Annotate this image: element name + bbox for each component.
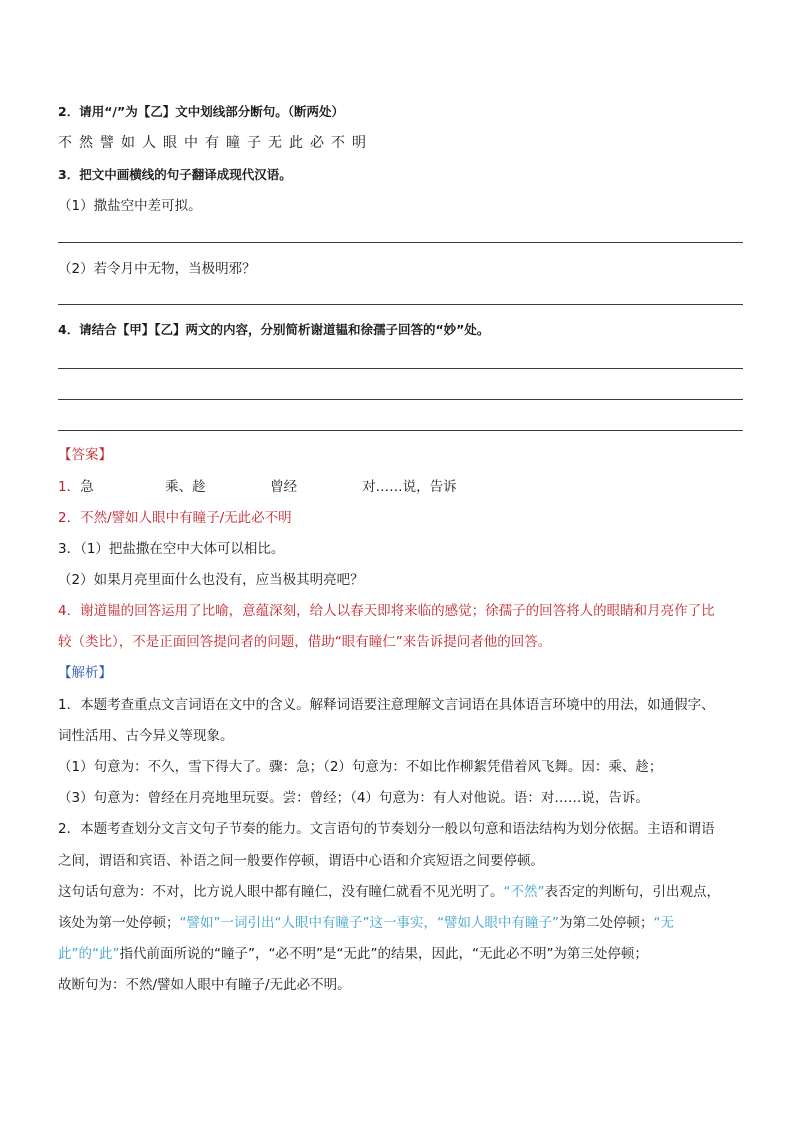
question-2-prompt: 2．请用“/”为【乙】文中划线部分断句。（断两处） [58,104,344,119]
analysis-2-line: 故断句为：不然/譬如人眼中有瞳子/无此必不明。 [58,977,351,993]
question-2-text [58,134,366,152]
q2-char: 必 [310,135,324,151]
q2-char: 眼 [163,135,177,151]
answer-line [58,430,743,431]
analysis-heading: 【解析】 [58,665,112,681]
q2-char: 瞳 [226,135,240,151]
q2-char: 不 [331,135,345,151]
question-4-prompt: 4．请结合【甲】【乙】两文的内容，分别简析谢道韫和徐孺子回答的“妙”处。 [58,322,490,337]
answer-4-line-2: 较（类比），不是正面回答提问者的问题，借助“眼有瞳仁”来告诉提问者他的回答。 [58,634,552,650]
analysis-2-line [58,914,674,932]
highlight-span: “不然” [503,884,545,900]
question-3-prompt: 3．把文中画横线的句子翻译成现代汉语。 [58,167,292,182]
analysis-2-line: 2．本题考查划分文言文句子节奏的能力。文言语句的节奏划分一般以句意和语法结构为划分依据。主语和谓语 [58,821,715,837]
text-span: 该处为第一处停顿； [58,915,180,931]
q2-char: 人 [142,135,156,151]
text-span: 指代前面所说的“瞳子”，“必不明”是“无此”的结果，因此，“无此必不明”为第三处停顿； [119,946,648,962]
q2-char: 此 [289,135,303,151]
answer-line [58,368,743,369]
q2-char: 如 [121,135,135,151]
answer-1-item: 对……说，告诉 [362,479,457,495]
analysis-2-line [58,945,648,963]
answer-1-number: 1． [58,479,81,495]
highlight-span: “无 [653,915,674,931]
answer-3-1: 3．（1）把盐撒在空中大体可以相比。 [58,541,285,557]
q2-char: 子 [247,135,261,151]
question-3-sentence-1: （1）撒盐空中差可拟。 [58,198,202,214]
q2-char: 譬 [100,135,114,151]
analysis-2-line: 之间，谓语和宾语、补语之间一般要作停顿，谓语中心语和介宾短语之间要停顿。 [58,853,544,869]
text-span: 为第二处停顿； [558,915,654,931]
text-span: 这句话句意为：不对，比方说人眼中都有瞳仁，没有瞳仁就看不见光明了。 [58,884,504,900]
analysis-1-line: （3）句意为：曾经在月亮地里玩耍。尝：曾经；（4）句意为：有人对他说。语：对……说，告诉。 [58,790,649,806]
text-span: 表否定的判断句，引出观点， [544,884,720,900]
highlight-span: “譬如”一词引出“人眼中有瞳子”这一事实，“譬如人眼中有瞳子” [179,915,559,931]
q2-char: 明 [352,135,366,151]
answer-3-2: （2）如果月亮里面什么也没有，应当极其明亮吧？ [58,572,364,588]
analysis-2-line [58,883,720,901]
answer-2: 2．不然/譬如人眼中有瞳子/无此必不明 [58,510,292,526]
answer-1-item: 曾经 [270,479,298,495]
q2-char: 不 [58,135,72,151]
analysis-1-line: （1）句意为：不久，雪下得大了。骤：急；（2）句意为：不如比作柳絮凭借着风飞舞。因：乘、趁； [58,759,663,775]
answer-heading: 【答案】 [58,447,112,463]
answer-1-item: 急 [80,479,94,495]
q2-char: 有 [205,135,219,151]
answer-4-line-1: 4．谢道韫的回答运用了比喻，意蕴深刻，给人以春天即将来临的感觉；徐孺子的回答将人的眼睛和月亮作了比 [58,603,715,619]
question-3-sentence-2: （2）若令月中无物，当极明邪？ [58,261,256,277]
q2-char: 中 [184,135,198,151]
answer-1 [58,478,457,496]
answer-line [58,304,743,305]
q2-char: 然 [79,135,93,151]
q2-char: 无 [268,135,282,151]
answer-1-item: 乘、趁 [165,479,206,495]
highlight-span: 此”的“此” [58,946,120,962]
answer-line [58,242,743,243]
answer-line [58,399,743,400]
analysis-1-line: 1．本题考查重点文言词语在文中的含义。解释词语要注意理解文言词语在具体语言环境中的用法，如通假字、 [58,697,715,713]
analysis-1-line: 词性活用、古今异义等现象。 [58,728,234,744]
